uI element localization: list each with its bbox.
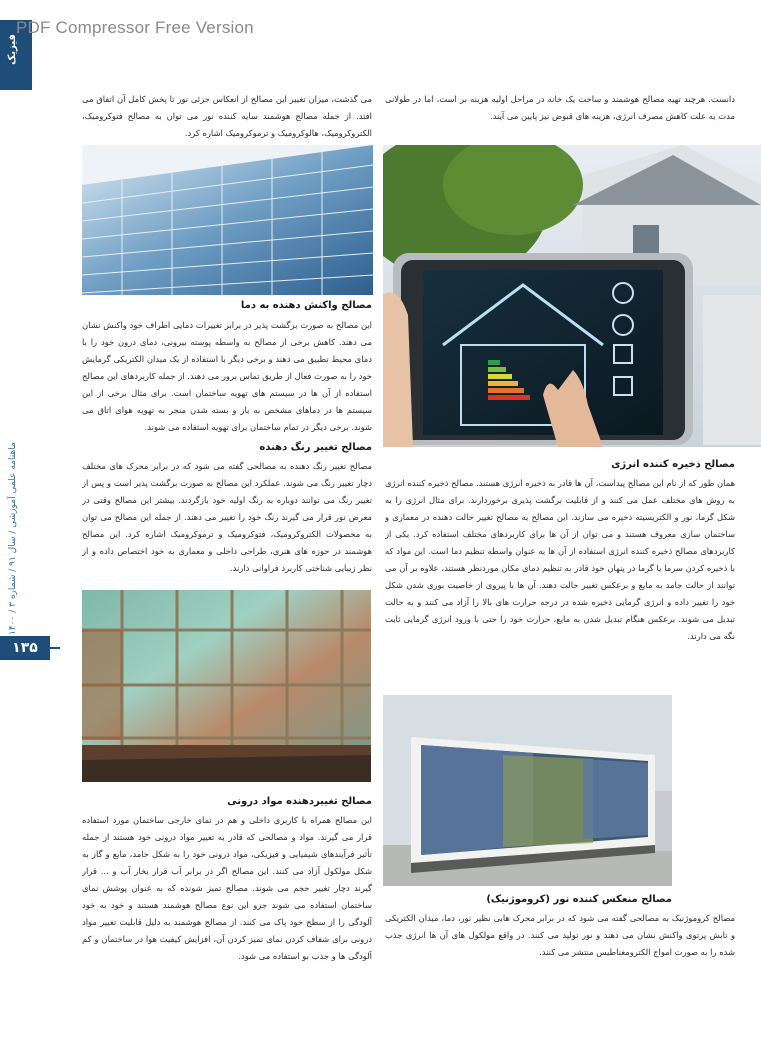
page-number: ۱۳۵ [0,636,50,660]
right-col-p2: مصالح کروموژنیک به مصالحی گفته می شود که در برابر محرک هایی نظیر نور، دما، میدان الکتریکی و تابش پرتوی واکنش نشان می دهند و نور تولید می کنند. در واقع مولکول های آن ها انرژی جذب شده را به صورت امواج الکترومغناطیس منتشر می کنند. [385,913,735,957]
right-heading-energy-storage: مصالح ذخیره کننده انرژی [611,459,735,470]
watermark: PDF Compressor Free Version [16,18,254,37]
left-col-p2: مصالح تغییر رنگ دهنده به مصالحی گفته می شود که در برابر محرک های مختلف دچار تغییر رنگ می شوند. عملکرد این مصالح به صورت برگشت پذیر است و پس از تغییر رنگ می توانند دوباره به رنگ اولیه خود بازگردند. بیشتر این مصالح وقتی در معرض نور قرار می گیرند رنگ خود را تغییر می دهند. از جمله این مصالح می توان به محصولات الکتروکرومیک، فتوکرومیک و ترموکرومیک اشاره کرد. این مصالح هوشمند در حوزه های هنری، طراحی داخلی و معماری به خود اختصاص داده و از نظر زیبایی شناختی کاربرد فراوانی دارند. [82,461,372,573]
right-col-intro: دانست. هرچند تهیه مصالح هوشمند و ساخت یک خانه در مراحل اولیه هزینه بر است، اما در طولانی مدت به علت کاهش مصرف انرژی، هزینه های قبوض نیز پایین می آیند. [385,94,735,121]
page-number-rule [50,647,60,649]
left-heading-temperature: مصالح واکنش دهنده به دما [240,300,372,311]
chromogenic-building-photo [383,695,672,886]
section-label: فیزیک [7,34,18,65]
right-heading-chromogenic: مصالح منعکس کننده نور (کروموژنیک) [486,894,672,905]
tablet-smart-home-photo [383,145,761,447]
left-heading-inner-materials: مصالح تغییردهنده مواد درونی [227,796,372,807]
left-heading-color-change: مصالح تغییر رنگ دهنده [259,442,372,453]
right-col-p1: همان طور که از نام این مصالح پیداست، آن ها قادر به ذخیره انرژی هستند. مصالح ذخیره کننده انرژی به روش های مختلف عمل می کنند و از قابلیت برگشت پذیری برخوردارند. برای مثال انرژی را به شکل گرما، نور و الکتریسیته ذخیره می سازند. این مصالح به مصالح تغییر حالت دهنده در معماری و ساختمان سازی معروف هستند و می توان از آن ها برای کاربردهای مختلف استفاده کرد. یکی از کاربردهای مصالح ذخیره کننده انرژی استفاده از آن ها به عنوان واسطه تنظیم دما است. این مواد که با ذخیره کردن سرما یا گرما در پنهان خود قادر به تنظیم دمای مکان موردنظر هستند، علاوه بر آن می توانند از حالت جامد به مایع و برعکس تغییر حالت دهند. آن ها با پیروی از خاصیت بوری شدن شکل خود را تغییر داده و انرژی گرمایی ذخیره شده در درجه حرارت های بالا را آزاد می کنند و به حالت تبدیل می شوند. برعکس هنگام تبدیل شدن به مایع، حرارت خود را حتی با ورود انرژی گرمایی ثابت نگه می دارند. [385,478,735,641]
left-col-intro: می گذشت، میزان تغییر این مصالح از انعکاس جزئی نور تا پخش کامل آن اتفاق می افتد. از جمله مصالح هوشمند سایه کننده نور می توان به مصالح فتوکرومیک، الکتروکرومیک، هالوکرومیک و ترموکرومیک اشاره کرد. [82,94,372,138]
glass-facade-photo [82,145,373,295]
left-col-p1: این مصالح به صورت برگشت پذیر در برابر تغییرات دمایی اطراف خود واکنش نشان می دهند. کاهش برخی از مصالح به واسطه پوسته بیرونی، دمای درون خود را با دمای محیط تطبیق می دهند و برخی دیگر با استفاده از یک میدان الکتریکی گرمایش خود را به صورت فعال از طریق تماس برور می دهند. از جمله کاربردهای این مصالح استفاده از آن ها در سیستم های تهویه ساختمان است. برای مثال برخی از این سیستم ها در دماهای مشخص به باز و بسته شدن منجر به تهویه هوای اتاق می شوند. برخی دیگر در تمام ساختمان برای تهویه استفاده می شوند. [82,320,372,432]
iridescent-tiles-photo [82,590,371,782]
spine-text: ماهنامه علمی آموزشی / سال ۹۱ / شماره ۳ / ۱۴۰۰ [8,442,18,635]
left-col-p3: این مصالح همراه با کاربری داخلی و هم در نمای خارجی ساختمان مورد استفاده قرار می گیرند. مواد و مصالحی که قادر به تغییر مواد درونی خود هستند از جمله تأثیر فرآیندهای شیمیایی و فیزیکی، مواد درونی خود را به شکل جامد، مایع و گاز به شکل مولکول آزاد می کنند. این مصالح اگر در برابر آب قرار بخار آب و ... قرار گیرند دچار تغییر حجم می شوند. مصالح تمیز شونده که به عنوان پوشش نمای ساختمان استفاده می شوند جزو این نوع مصالح هوشمند هستند و خود به خود آلودگی را از سطح خود پاک می کنند. از مصالح هوشمند به دلیل قابلیت تغییر مواد درونی برای شفاف کردن نمای تمیز کردن آن، افزایش کیفیت هوا در ساختمان و کم آلودگی ها و جذب بو استفاده می شود. [82,815,372,961]
